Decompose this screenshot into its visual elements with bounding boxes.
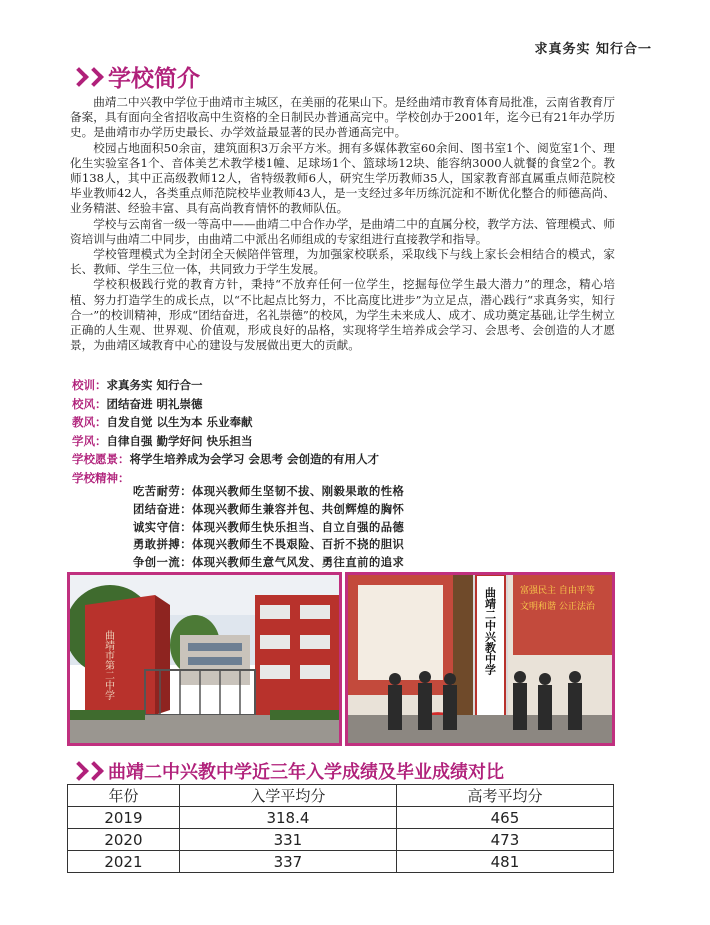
motto-label: 校风： [72,396,107,411]
table-row [68,829,614,851]
intro-paragraph: 学校与云南省一级一等高中——曲靖二中合作办学，是曲靖二中的直属分校，教学方法、管理模式、师资培训与曲靖二中同步，由曲靖二中派出名师组成的专家组进行直接教学和指导。 [70,216,615,246]
motto-text: 自发自觉 以生为本 乐业奉献 [106,415,253,429]
motto-label: 学风： [72,433,107,448]
unveiling-illustration [348,575,612,743]
plaque-unveiling-photo [345,572,615,746]
spirit-item: 吃苦耐劳：体现兴教师生坚韧不拔、刚毅果敢的性格 [133,485,405,498]
results-table [67,784,614,873]
header-motto: 求真务实 知行合一 [534,42,652,57]
motto-row [72,413,379,432]
intro-paragraph: 校园占地面积50余亩，建筑面积3万余平方米。拥有多媒体教室60余间、图书室1个、阅览室1个、理化生实验室各1个、音体美艺术教学楼1幢、足球场1个、篮球场12块、能容纳3000人就餐的食堂2个。教师138人，其中正高级教师12人，省特级教师6人，研究生学历教师35人，国家教育部直属重点师范院校毕业教师42人，各类重点师范院校毕业教师43人，是一支经过多年历练沉淀和不断优化整合的师德高尚、业务精湛、经验丰富、具有高尚教育情怀的教师队伍。 [70,140,615,216]
intro-body [70,95,615,353]
motto-label: 校训： [72,378,107,392]
wall-slogan-1: 富强民主 自由平等 [520,586,595,596]
intro-paragraph: 学校积极践行党的教育方针，秉持“不放弃任何一位学生，挖掘每位学生最大潜力”的理念，精心培植、努力打造学生的成长点，以“不比起点比努力，不比高度比进步”为立足点，潜心践行“求真务实，知行合一”的校训精神，形成“团结奋进，名礼崇德”的校风，为学生未来成人、成才、成功奠定基础,让学生树立正确的人生观、世界观、价值观，形成良好的品格，实现将学生培养成会学习、会思考、会创造的人才愿景，为曲靖区域教育中心的建设与发展做出更大的贡献。 [70,277,615,353]
double-chevron-icon [72,764,102,778]
table-header-row [68,785,614,807]
school-spirit-list [133,483,404,572]
intro-paragraph: 曲靖二中兴教中学位于曲靖市主城区，在美丽的花果山下。是经曲靖市教育体育局批准，云南省教育厅备案，具有面向全省招收高中生资格的全日制民办普通高完中。学校创办于2001年，迄今已有21年办学历史。是曲靖市办学历史最长、办学效益最显著的民办普通高完中。 [70,95,615,140]
spirit-item: 争创一流：体现兴教师生意气风发、勇往直前的追求 [133,556,405,570]
motto-text: 求真务实 知行合一 [106,378,203,392]
wall-slogan-2: 文明和谐 公正法治 [520,602,595,612]
table-cell: 465 [396,807,613,829]
column-header: 年份 [68,785,180,807]
motto-row [72,432,379,451]
results-title-text: 曲靖二中兴教中学近三年入学成绩及毕业成绩对比 [108,762,504,783]
double-chevron-icon [72,70,102,84]
results-section-title [72,758,504,784]
spirit-item: 诚实守信：体现兴教师生快乐担当、自立自强的品德 [133,520,405,534]
motto-label: 学校精神： [72,470,130,485]
intro-paragraph: 学校管理模式为全封闭全天候陪伴管理，为加强家校联系，采取线下与线上家长会相结合的模式，家长、教师、学生三位一体，共同致力于学生发展。 [70,247,615,277]
table-cell: 318.4 [179,807,396,829]
results-table-wrap [67,784,614,873]
table-cell: 337 [179,851,396,873]
motto-list [72,376,379,487]
table-cell: 2020 [68,829,180,851]
table-cell: 331 [179,829,396,851]
spirit-item: 团结奋进：体现兴教师生兼容并包、共创辉煌的胸怀 [133,502,405,516]
table-row [68,807,614,829]
intro-title-text: 学校简介 [108,66,200,92]
school-gate-photo [67,572,342,746]
table-cell: 481 [396,851,613,873]
motto-text: 将学生培养成为会学习 会思考 会创造的有用人才 [129,452,380,466]
motto-text: 自律自强 勤学好问 快乐担当 [106,433,253,448]
plaque-text: 曲靖二中兴教中学 [483,587,497,675]
table-cell: 2019 [68,807,180,829]
column-header: 入学平均分 [179,785,396,807]
gate-sign-text: 曲靖市第二中学 [102,630,114,700]
motto-row [72,450,379,469]
table-cell: 473 [396,829,613,851]
school-gate-illustration [70,575,339,743]
intro-section-title [72,60,200,93]
table-cell: 2021 [68,851,180,873]
motto-label: 学校愿景： [72,452,130,466]
motto-text: 团结奋进 明礼崇德 [106,396,203,411]
motto-label: 教风： [72,415,107,429]
motto-row [72,395,379,414]
column-header: 高考平均分 [396,785,613,807]
table-row [68,851,614,873]
spirit-item: 勇敢拼搏：体现兴教师生不畏艰险、百折不挠的胆识 [133,538,405,552]
motto-row [72,376,379,395]
